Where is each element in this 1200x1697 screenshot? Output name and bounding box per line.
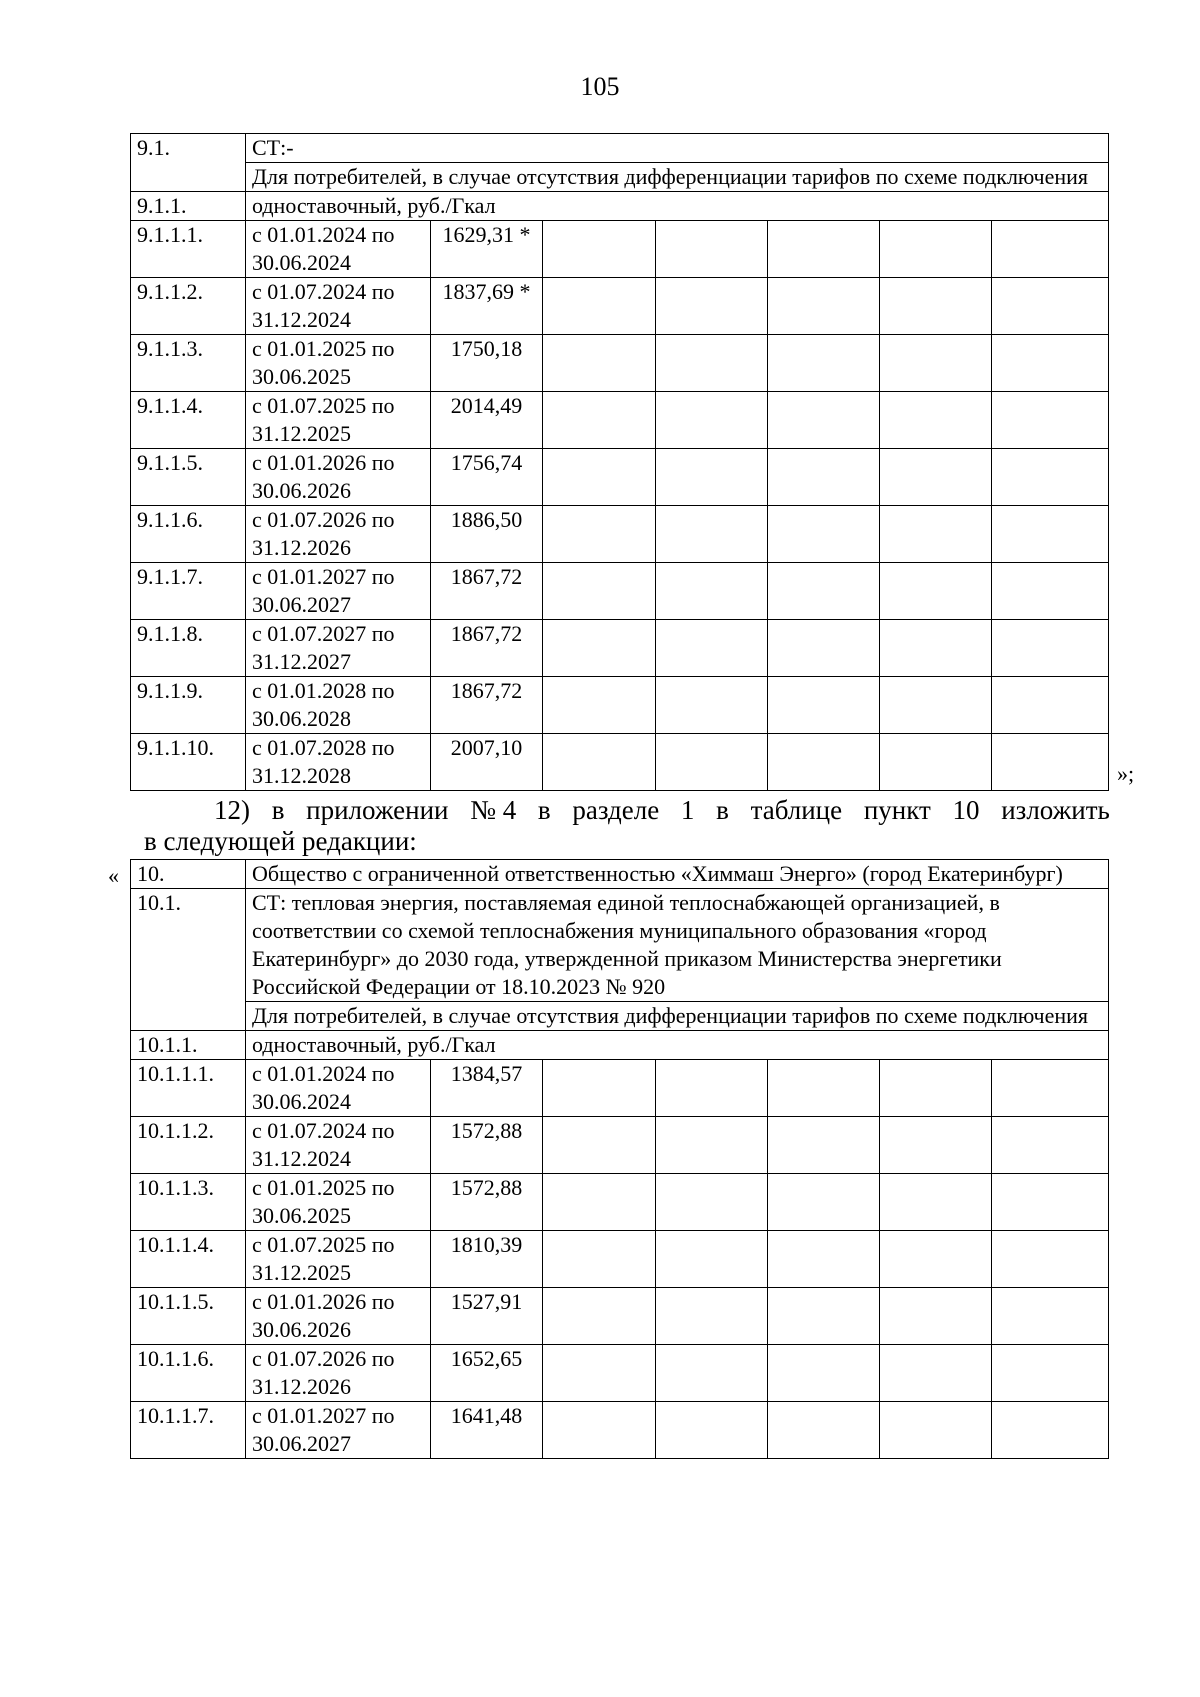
empty-cell xyxy=(992,278,1109,335)
empty-cell xyxy=(656,1231,768,1288)
empty-cell xyxy=(880,1402,992,1459)
period-end: 31.12.2026 xyxy=(252,535,351,560)
period-end: 30.06.2025 xyxy=(252,364,351,389)
period-start: с 01.01.2027 по xyxy=(252,1403,395,1428)
period-start: с 01.07.2024 по xyxy=(252,279,395,304)
period-cell xyxy=(246,449,431,506)
paragraph-word: в xyxy=(271,795,285,825)
subsection-title: одноставочный, руб./Гкал xyxy=(246,1031,1109,1060)
paragraph-word: разделе xyxy=(572,795,660,825)
closing-quote: »; xyxy=(1117,761,1135,786)
row-id: 9.1.1.5. xyxy=(131,449,246,506)
tariff-row xyxy=(131,1231,1109,1288)
tariff-row xyxy=(131,1288,1109,1345)
empty-cell xyxy=(656,1288,768,1345)
paragraph-word: в xyxy=(537,795,551,825)
period-cell xyxy=(246,620,431,677)
row-id: 9.1.1.2. xyxy=(131,278,246,335)
tariff-value: 2007,10 xyxy=(431,734,543,791)
empty-cell xyxy=(992,506,1109,563)
page-number: 105 xyxy=(580,72,620,101)
period-start: с 01.07.2027 по xyxy=(252,621,395,646)
consumer-note: Для потребителей, в случае отсутствия дифференциации тарифов по схеме подключения xyxy=(246,1002,1109,1031)
subsection-title: одноставочный, руб./Гкал xyxy=(246,192,1109,221)
empty-cell xyxy=(768,1288,880,1345)
empty-cell xyxy=(880,221,992,278)
period-cell xyxy=(246,278,431,335)
empty-cell xyxy=(880,1231,992,1288)
empty-cell xyxy=(880,1174,992,1231)
empty-cell xyxy=(768,335,880,392)
tariff-row xyxy=(131,1402,1109,1459)
tariff-value: 1572,88 xyxy=(431,1117,543,1174)
empty-cell xyxy=(768,1231,880,1288)
paragraph-word: 1 xyxy=(680,795,695,825)
period-end: 30.06.2024 xyxy=(252,250,351,275)
subsection-id: 10.1.1. xyxy=(131,1031,246,1060)
empty-cell xyxy=(768,1117,880,1174)
empty-cell xyxy=(880,734,992,791)
period-start: с 01.07.2026 по xyxy=(252,507,395,532)
row-id: 10.1.1.2. xyxy=(131,1117,246,1174)
empty-cell xyxy=(880,620,992,677)
paragraph-word: пункт xyxy=(863,795,931,825)
period-cell xyxy=(246,734,431,791)
empty-cell xyxy=(543,563,656,620)
empty-cell xyxy=(543,449,656,506)
empty-cell xyxy=(768,392,880,449)
empty-cell xyxy=(992,563,1109,620)
tariff-row xyxy=(131,677,1109,734)
row-id: 10.1.1.6. xyxy=(131,1345,246,1402)
empty-cell xyxy=(543,734,656,791)
row-id: 9.1.1.1. xyxy=(131,221,246,278)
empty-cell xyxy=(656,392,768,449)
empty-cell xyxy=(880,1345,992,1402)
period-end: 30.06.2027 xyxy=(252,1431,351,1456)
tariff-row xyxy=(131,449,1109,506)
empty-cell xyxy=(992,1174,1109,1231)
empty-cell xyxy=(880,506,992,563)
period-start: с 01.01.2028 по xyxy=(252,678,395,703)
empty-cell xyxy=(880,1060,992,1117)
tariff-row xyxy=(131,1174,1109,1231)
empty-cell xyxy=(992,449,1109,506)
consumer-note-row xyxy=(131,163,1109,192)
empty-cell xyxy=(656,563,768,620)
consumer-note-row xyxy=(131,1002,1109,1031)
org-id: 10. xyxy=(131,860,246,889)
empty-cell xyxy=(992,1231,1109,1288)
tariff-value: 1641,48 xyxy=(431,1402,543,1459)
empty-cell xyxy=(543,1288,656,1345)
empty-cell xyxy=(768,506,880,563)
period-end: 31.12.2026 xyxy=(252,1374,351,1399)
organization-row xyxy=(131,860,1109,889)
empty-cell xyxy=(656,1345,768,1402)
period-start: с 01.07.2025 по xyxy=(252,1232,395,1257)
tariff-value: 1527,91 xyxy=(431,1288,543,1345)
paragraph-word: № 4 xyxy=(470,795,517,825)
empty-cell xyxy=(880,1288,992,1345)
empty-cell xyxy=(543,278,656,335)
tariff-table-section-9 xyxy=(130,133,1109,791)
empty-cell xyxy=(656,1402,768,1459)
empty-cell xyxy=(992,677,1109,734)
empty-cell xyxy=(656,1060,768,1117)
empty-cell xyxy=(992,335,1109,392)
empty-cell xyxy=(543,1174,656,1231)
section-id: 10.1. xyxy=(131,889,246,1031)
tariff-row xyxy=(131,734,1109,791)
row-id: 9.1.1.6. xyxy=(131,506,246,563)
amendment-paragraph xyxy=(144,795,1110,857)
period-end: 31.12.2025 xyxy=(252,421,351,446)
period-start: с 01.01.2024 по xyxy=(252,222,395,247)
period-start: с 01.07.2026 по xyxy=(252,1346,395,1371)
tariff-row xyxy=(131,620,1109,677)
tariff-value: 1867,72 xyxy=(431,677,543,734)
row-id: 10.1.1.1. xyxy=(131,1060,246,1117)
empty-cell xyxy=(768,1060,880,1117)
section-row xyxy=(131,889,1109,1002)
empty-cell xyxy=(992,1117,1109,1174)
section-title: СТ: тепловая энергия, поставляемая единой теплоснабжающей организацией, в соответствии со схемой теплоснабжения муниципального образования «город Екатеринбург» до 2030 года, утвержденной приказом Министерства энергетики Российской Федерации от 18.10.2023 № 920 xyxy=(246,889,1109,1002)
empty-cell xyxy=(543,221,656,278)
period-end: 30.06.2025 xyxy=(252,1203,351,1228)
period-start: с 01.01.2027 по xyxy=(252,564,395,589)
tariff-value: 1886,50 xyxy=(431,506,543,563)
section-title: СТ:- xyxy=(246,134,1109,163)
empty-cell xyxy=(880,278,992,335)
period-end: 30.06.2026 xyxy=(252,478,351,503)
period-start: с 01.07.2024 по xyxy=(252,1118,395,1143)
period-end: 31.12.2027 xyxy=(252,649,351,674)
row-id: 9.1.1.9. xyxy=(131,677,246,734)
period-end: 31.12.2024 xyxy=(252,307,351,332)
empty-cell xyxy=(880,449,992,506)
period-end: 30.06.2024 xyxy=(252,1089,351,1114)
empty-cell xyxy=(880,392,992,449)
tariff-row xyxy=(131,506,1109,563)
empty-cell xyxy=(880,1117,992,1174)
period-cell xyxy=(246,1231,431,1288)
period-end: 31.12.2028 xyxy=(252,763,351,788)
paragraph-word: приложении xyxy=(306,795,449,825)
empty-cell xyxy=(768,221,880,278)
empty-cell xyxy=(656,734,768,791)
period-cell xyxy=(246,1402,431,1459)
empty-cell xyxy=(992,1345,1109,1402)
empty-cell xyxy=(992,1288,1109,1345)
empty-cell xyxy=(992,392,1109,449)
tariff-row xyxy=(131,1117,1109,1174)
empty-cell xyxy=(880,335,992,392)
paragraph-number: 12) xyxy=(214,795,250,825)
empty-cell xyxy=(992,221,1109,278)
tariff-value: 1756,74 xyxy=(431,449,543,506)
period-cell xyxy=(246,392,431,449)
period-cell xyxy=(246,1117,431,1174)
row-id: 9.1.1.10. xyxy=(131,734,246,791)
subsection-row xyxy=(131,1031,1109,1060)
section-row xyxy=(131,134,1109,163)
tariff-value: 1750,18 xyxy=(431,335,543,392)
empty-cell xyxy=(543,1402,656,1459)
tariff-row xyxy=(131,392,1109,449)
empty-cell xyxy=(543,335,656,392)
tariff-table-section-10 xyxy=(130,859,1109,1459)
row-id: 9.1.1.8. xyxy=(131,620,246,677)
empty-cell xyxy=(656,335,768,392)
empty-cell xyxy=(656,1174,768,1231)
tariff-row xyxy=(131,278,1109,335)
tariff-value: 1837,69 * xyxy=(431,278,543,335)
period-end: 30.06.2028 xyxy=(252,706,351,731)
period-cell xyxy=(246,677,431,734)
empty-cell xyxy=(768,734,880,791)
tariff-value: 1652,65 xyxy=(431,1345,543,1402)
tariff-value: 1867,72 xyxy=(431,563,543,620)
period-cell xyxy=(246,506,431,563)
paragraph-word: изложить xyxy=(1001,795,1110,825)
empty-cell xyxy=(992,620,1109,677)
empty-cell xyxy=(768,1174,880,1231)
empty-cell xyxy=(768,278,880,335)
empty-cell xyxy=(656,449,768,506)
subsection-id: 9.1.1. xyxy=(131,192,246,221)
period-end: 31.12.2024 xyxy=(252,1146,351,1171)
empty-cell xyxy=(543,677,656,734)
empty-cell xyxy=(543,1345,656,1402)
section-id: 9.1. xyxy=(131,134,246,192)
empty-cell xyxy=(543,1117,656,1174)
period-start: с 01.01.2025 по xyxy=(252,1175,395,1200)
period-start: с 01.01.2026 по xyxy=(252,1289,395,1314)
row-id: 10.1.1.5. xyxy=(131,1288,246,1345)
empty-cell xyxy=(992,1402,1109,1459)
empty-cell xyxy=(656,1117,768,1174)
empty-cell xyxy=(768,449,880,506)
period-cell xyxy=(246,335,431,392)
empty-cell xyxy=(656,677,768,734)
empty-cell xyxy=(656,620,768,677)
org-name: Общество с ограниченной ответственностью «Химмаш Энерго» (город Екатеринбург) xyxy=(246,860,1109,889)
row-id: 9.1.1.7. xyxy=(131,563,246,620)
paragraph-line-2: в следующей редакции: xyxy=(144,826,417,856)
period-cell xyxy=(246,1060,431,1117)
period-cell xyxy=(246,563,431,620)
row-id: 10.1.1.3. xyxy=(131,1174,246,1231)
empty-cell xyxy=(992,734,1109,791)
tariff-value: 1572,88 xyxy=(431,1174,543,1231)
paragraph-line-1 xyxy=(144,795,1110,826)
period-end: 31.12.2025 xyxy=(252,1260,351,1285)
empty-cell xyxy=(880,563,992,620)
period-cell xyxy=(246,221,431,278)
empty-cell xyxy=(656,506,768,563)
empty-cell xyxy=(656,278,768,335)
empty-cell xyxy=(768,677,880,734)
empty-cell xyxy=(768,563,880,620)
tariff-row xyxy=(131,335,1109,392)
period-start: с 01.01.2025 по xyxy=(252,336,395,361)
empty-cell xyxy=(768,1402,880,1459)
paragraph-word: таблице xyxy=(750,795,843,825)
period-start: с 01.07.2025 по xyxy=(252,393,395,418)
period-cell xyxy=(246,1345,431,1402)
empty-cell xyxy=(543,392,656,449)
paragraph-word: в xyxy=(716,795,729,825)
row-id: 9.1.1.3. xyxy=(131,335,246,392)
tariff-value: 1867,72 xyxy=(431,620,543,677)
tariff-value: 1810,39 xyxy=(431,1231,543,1288)
empty-cell xyxy=(543,506,656,563)
tariff-value: 1629,31 * xyxy=(431,221,543,278)
period-start: с 01.07.2028 по xyxy=(252,735,395,760)
empty-cell xyxy=(543,1060,656,1117)
empty-cell xyxy=(768,620,880,677)
tariff-row xyxy=(131,1060,1109,1117)
row-id: 10.1.1.4. xyxy=(131,1231,246,1288)
period-end: 30.06.2027 xyxy=(252,592,351,617)
empty-cell xyxy=(543,1231,656,1288)
period-start: с 01.01.2026 по xyxy=(252,450,395,475)
tariff-row xyxy=(131,563,1109,620)
empty-cell xyxy=(768,1345,880,1402)
row-id: 9.1.1.4. xyxy=(131,392,246,449)
empty-cell xyxy=(992,1060,1109,1117)
empty-cell xyxy=(543,620,656,677)
tariff-row xyxy=(131,1345,1109,1402)
opening-quote: « xyxy=(108,863,119,888)
subsection-row xyxy=(131,192,1109,221)
period-cell xyxy=(246,1288,431,1345)
empty-cell xyxy=(656,221,768,278)
tariff-value: 1384,57 xyxy=(431,1060,543,1117)
period-end: 30.06.2026 xyxy=(252,1317,351,1342)
period-cell xyxy=(246,1174,431,1231)
period-start: с 01.01.2024 по xyxy=(252,1061,395,1086)
tariff-value: 2014,49 xyxy=(431,392,543,449)
paragraph-word: 10 xyxy=(952,795,980,825)
empty-cell xyxy=(880,677,992,734)
row-id: 10.1.1.7. xyxy=(131,1402,246,1459)
tariff-row xyxy=(131,221,1109,278)
consumer-note: Для потребителей, в случае отсутствия дифференциации тарифов по схеме подключения xyxy=(246,163,1109,192)
